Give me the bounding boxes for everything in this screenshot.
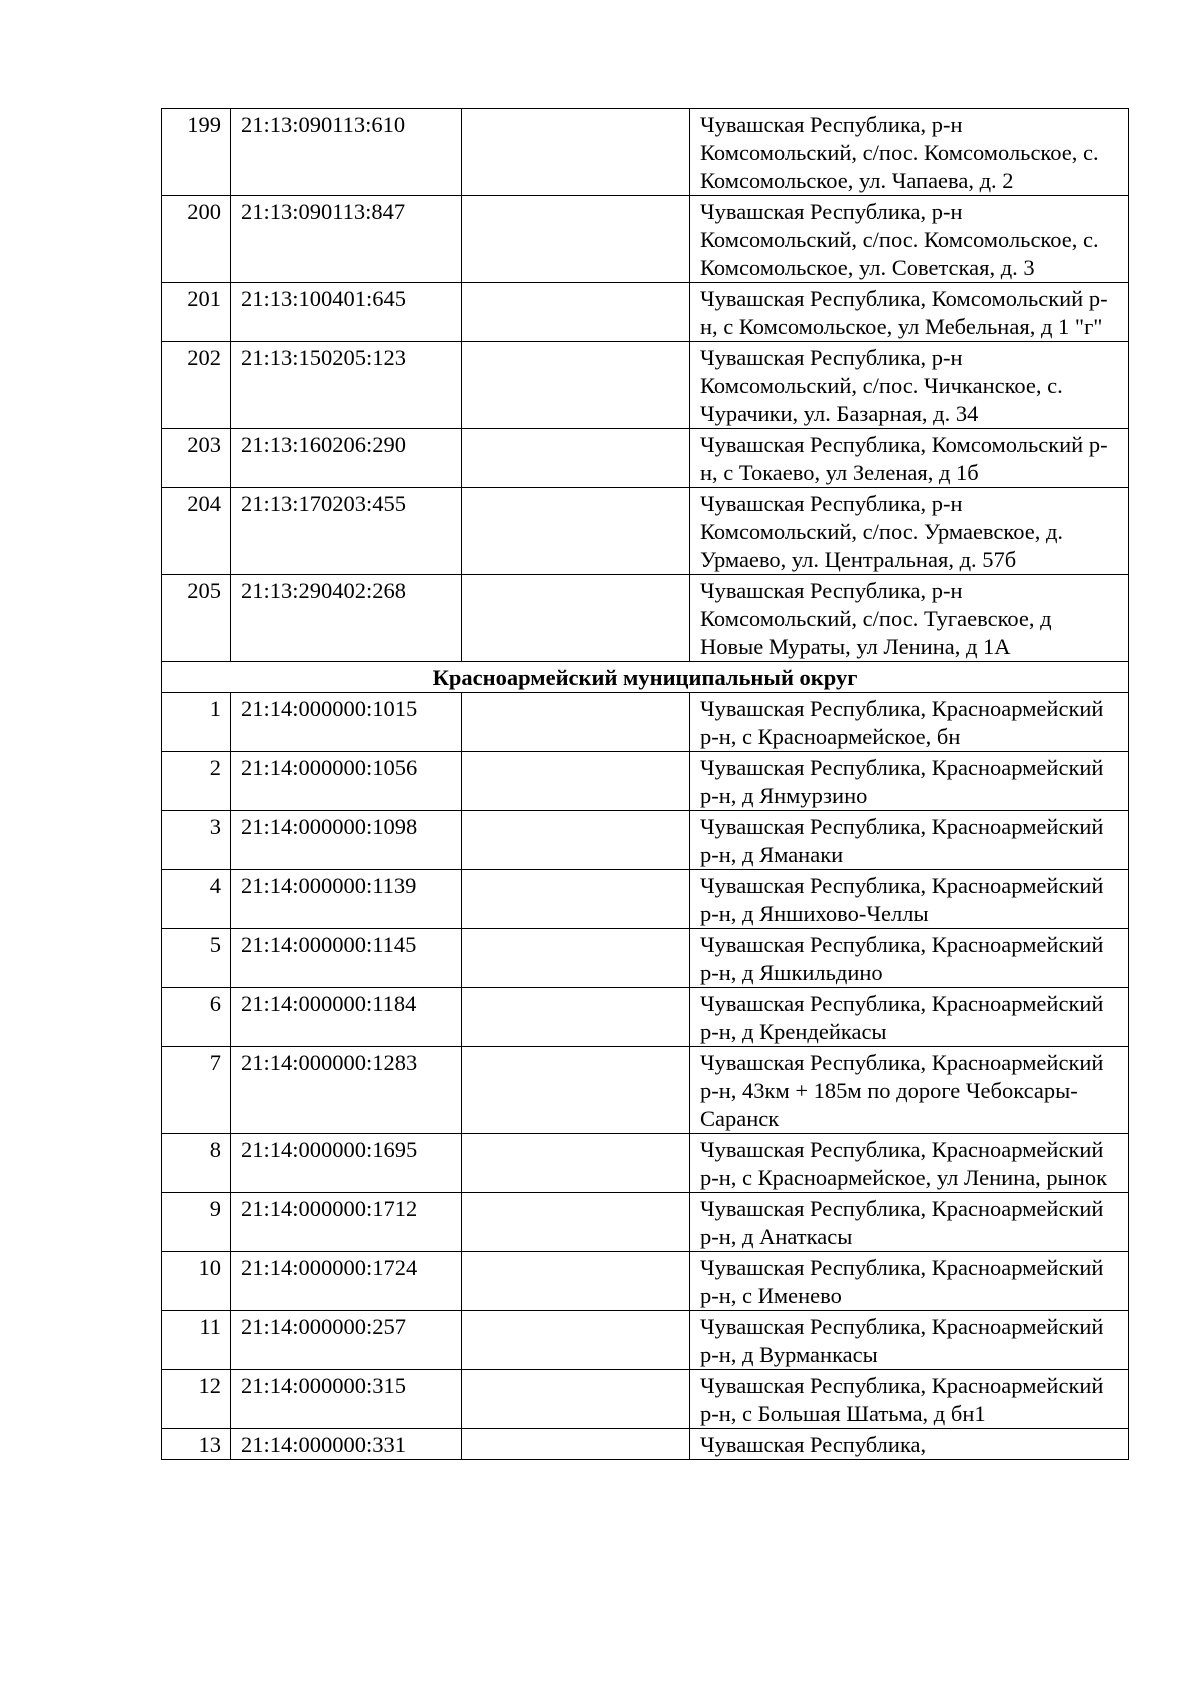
table-row [162, 811, 1129, 870]
cadastral-number-cell: 21:13:170203:455 [231, 488, 462, 575]
row-number-cell: 13 [162, 1429, 231, 1460]
address-cell: Чувашская Республика, Красноармейский р-н, д Анаткасы [690, 1193, 1129, 1252]
row-number-cell: 5 [162, 929, 231, 988]
cadastral-number-cell: 21:13:150205:123 [231, 342, 462, 429]
cadastral-number-cell: 21:14:000000:1015 [231, 693, 462, 752]
cadastral-number-cell: 21:14:000000:331 [231, 1429, 462, 1460]
address-cell: Чувашская Республика, Красноармейский р-н, с Красноармейское, ул Ленина, рынок [690, 1134, 1129, 1193]
address-cell: Чувашская Республика, Красноармейский р-н, д Крендейкасы [690, 988, 1129, 1047]
table-row [162, 988, 1129, 1047]
table-row [162, 1311, 1129, 1370]
table-row [162, 488, 1129, 575]
object-name-cell [462, 488, 690, 575]
table-row [162, 283, 1129, 342]
row-number-cell: 201 [162, 283, 231, 342]
cadastral-number-cell: 21:13:160206:290 [231, 429, 462, 488]
row-number-cell: 202 [162, 342, 231, 429]
address-cell: Чувашская Республика, Комсомольский р-н, с Токаево, ул Зеленая, д 1б [690, 429, 1129, 488]
address-cell: Чувашская Республика, р-н Комсомольский, с/пос. Урмаевское, д. Урмаево, ул. Центральная, д. 57б [690, 488, 1129, 575]
address-cell: Чувашская Республика, Красноармейский р-н, с Именево [690, 1252, 1129, 1311]
object-name-cell [462, 1429, 690, 1460]
address-cell: Чувашская Республика, Красноармейский р-н, д Янмурзино [690, 752, 1129, 811]
table-row [162, 109, 1129, 196]
registry-table-body [162, 109, 1129, 1460]
row-number-cell: 200 [162, 196, 231, 283]
row-number-cell: 203 [162, 429, 231, 488]
table-row [162, 1047, 1129, 1134]
row-number-cell: 3 [162, 811, 231, 870]
cadastral-number-cell: 21:13:090113:610 [231, 109, 462, 196]
row-number-cell: 199 [162, 109, 231, 196]
row-number-cell: 12 [162, 1370, 231, 1429]
object-name-cell [462, 1252, 690, 1311]
row-number-cell: 8 [162, 1134, 231, 1193]
table-row [162, 196, 1129, 283]
address-cell: Чувашская Республика, [690, 1429, 1129, 1460]
table-row [162, 1134, 1129, 1193]
cadastral-number-cell: 21:14:000000:1724 [231, 1252, 462, 1311]
cadastral-number-cell: 21:14:000000:1184 [231, 988, 462, 1047]
object-name-cell [462, 429, 690, 488]
table-row [162, 752, 1129, 811]
cadastral-number-cell: 21:13:100401:645 [231, 283, 462, 342]
object-name-cell [462, 1047, 690, 1134]
object-name-cell [462, 811, 690, 870]
object-name-cell [462, 342, 690, 429]
object-name-cell [462, 988, 690, 1047]
table-row [162, 929, 1129, 988]
table-row [162, 870, 1129, 929]
row-number-cell: 9 [162, 1193, 231, 1252]
object-name-cell [462, 1370, 690, 1429]
cadastral-number-cell: 21:14:000000:1695 [231, 1134, 462, 1193]
object-name-cell [462, 693, 690, 752]
cadastral-number-cell: 21:14:000000:257 [231, 1311, 462, 1370]
row-number-cell: 11 [162, 1311, 231, 1370]
table-row [162, 693, 1129, 752]
cadastral-number-cell: 21:13:290402:268 [231, 575, 462, 662]
cadastral-number-cell: 21:14:000000:1098 [231, 811, 462, 870]
cadastral-number-cell: 21:13:090113:847 [231, 196, 462, 283]
table-row [162, 1252, 1129, 1311]
address-cell: Чувашская Республика, р-н Комсомольский, с/пос. Комсомольское, с. Комсомольское, ул. Чапаева, д. 2 [690, 109, 1129, 196]
table-row [162, 1429, 1129, 1460]
object-name-cell [462, 1134, 690, 1193]
address-cell: Чувашская Республика, Красноармейский р-н, д Вурманкасы [690, 1311, 1129, 1370]
table-row [162, 342, 1129, 429]
group-heading: Красноармейский муниципальный округ [162, 662, 1129, 693]
address-cell: Чувашская Республика, р-н Комсомольский, с/пос. Чичканское, с. Чурачики, ул. Базарная, д. 34 [690, 342, 1129, 429]
row-number-cell: 10 [162, 1252, 231, 1311]
table-row [162, 429, 1129, 488]
object-name-cell [462, 929, 690, 988]
row-number-cell: 204 [162, 488, 231, 575]
address-cell: Чувашская Республика, Красноармейский р-н, д Яманаки [690, 811, 1129, 870]
cadastral-number-cell: 21:14:000000:1139 [231, 870, 462, 929]
object-name-cell [462, 109, 690, 196]
address-cell: Чувашская Республика, р-н Комсомольский, с/пос. Тугаевское, д Новые Мураты, ул Ленина, д 1А [690, 575, 1129, 662]
cadastral-number-cell: 21:14:000000:1145 [231, 929, 462, 988]
row-number-cell: 2 [162, 752, 231, 811]
address-cell: Чувашская Республика, Комсомольский р-н, с Комсомольское, ул Мебельная, д 1 "г" [690, 283, 1129, 342]
group-heading-row [162, 662, 1129, 693]
cadastral-number-cell: 21:14:000000:315 [231, 1370, 462, 1429]
row-number-cell: 4 [162, 870, 231, 929]
row-number-cell: 7 [162, 1047, 231, 1134]
address-cell: Чувашская Республика, Красноармейский р-н, с Красноармейское, бн [690, 693, 1129, 752]
table-row [162, 575, 1129, 662]
object-name-cell [462, 752, 690, 811]
address-cell: Чувашская Республика, р-н Комсомольский, с/пос. Комсомольское, с. Комсомольское, ул. Советская, д. 3 [690, 196, 1129, 283]
registry-table [161, 108, 1129, 1460]
object-name-cell [462, 575, 690, 662]
object-name-cell [462, 1311, 690, 1370]
object-name-cell [462, 196, 690, 283]
table-row [162, 1193, 1129, 1252]
address-cell: Чувашская Республика, Красноармейский р-н, д Яншихово-Челлы [690, 870, 1129, 929]
row-number-cell: 205 [162, 575, 231, 662]
table-row [162, 1370, 1129, 1429]
address-cell: Чувашская Республика, Красноармейский р-н, 43км + 185м по дороге Чебоксары-Саранск [690, 1047, 1129, 1134]
object-name-cell [462, 283, 690, 342]
object-name-cell [462, 1193, 690, 1252]
cadastral-number-cell: 21:14:000000:1283 [231, 1047, 462, 1134]
cadastral-number-cell: 21:14:000000:1712 [231, 1193, 462, 1252]
row-number-cell: 1 [162, 693, 231, 752]
object-name-cell [462, 870, 690, 929]
row-number-cell: 6 [162, 988, 231, 1047]
cadastral-number-cell: 21:14:000000:1056 [231, 752, 462, 811]
address-cell: Чувашская Республика, Красноармейский р-н, с Большая Шатьма, д бн1 [690, 1370, 1129, 1429]
address-cell: Чувашская Республика, Красноармейский р-н, д Яшкильдино [690, 929, 1129, 988]
